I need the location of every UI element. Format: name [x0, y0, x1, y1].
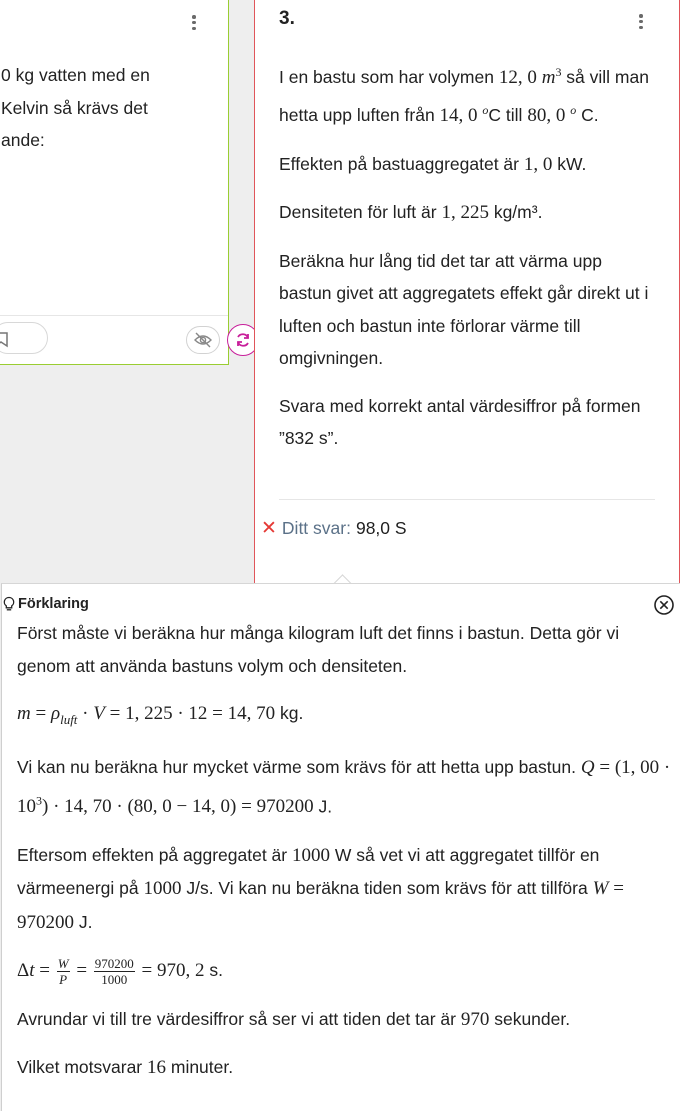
- previous-question-text: 0 kg vatten med en Kelvin så krävs det ande:: [1, 65, 150, 150]
- explanation-header: [2, 596, 89, 612]
- user-answer: [261, 517, 407, 540]
- wrong-answer-icon: ✕: [261, 518, 277, 539]
- card-divider: [0, 315, 228, 316]
- question-number: 3.: [279, 8, 295, 29]
- explanation-paragraph: Eftersom effekten på aggregatet är 1000 W så vet vi att aggregatet tillför en värmeenergi på 1000 J/s. Vi kan nu beräkna tiden som krävs för att tillföra W = 970200 J.: [17, 844, 625, 933]
- hide-solution-button[interactable]: [186, 326, 220, 354]
- question-card: [254, 0, 680, 596]
- explanation-paragraph: Avrundar vi till tre värdesiffror så ser vi att tiden det tar är 970 sekunder.: [17, 1008, 571, 1030]
- previous-question-card: [0, 0, 229, 365]
- explanation-equation: Δt = $\frac{W}{P}$ = $\frac{970200}{1000}$ = 970, 2 s.: [17, 956, 223, 988]
- bookmark-button[interactable]: [0, 322, 48, 354]
- explanation-equation: $m = \rho_{luft} \cdot V = 1$, 225 · 12 = 14, 70 kg.: [17, 703, 304, 727]
- explanation-paragraph: Först måste vi beräkna hur många kilogram luft det finns i bastun. Detta gör vi genom att använda bastuns volym och densiteten.: [17, 623, 620, 676]
- question-paragraph: I en bastu som har volymen 12, 0 $m^3$ så vill man hetta upp luften från 14, 0 $^o$C till 80, 0 $^o$ C.: [279, 65, 649, 127]
- explanation-paragraph: Vilket motsvarar 16 minuter.: [17, 1057, 234, 1079]
- question-paragraph: Effekten på bastuaggregatet är 1, 0 kW.: [279, 153, 587, 175]
- lightbulb-icon: [2, 596, 16, 612]
- question-paragraph: Beräkna hur lång tid det tar att värma upp bastun givet att aggregatets effekt går direkt ut i luften och bastun inte förlorar värme till omgivningen.: [279, 250, 649, 369]
- refresh-icon: [235, 332, 251, 348]
- eye-off-icon: [193, 332, 213, 348]
- explanation-text: [17, 617, 672, 1100]
- question-paragraph: Densiteten för luft är 1, 225 kg/m³.: [279, 202, 543, 224]
- explanation-panel: [1, 583, 680, 1111]
- question-text: [279, 56, 655, 470]
- question-paragraph: Svara med korrekt antal värdesiffror på formen ”832 s”.: [279, 395, 641, 449]
- answer-label: Ditt svar:: [281, 518, 351, 538]
- explanation-title: Förklaring: [18, 596, 89, 612]
- more-options-icon[interactable]: [638, 14, 644, 32]
- bookmark-icon: [0, 323, 49, 355]
- close-icon[interactable]: [653, 594, 675, 616]
- explanation-paragraph: Vi kan nu beräkna hur mycket värme som krävs för att hetta upp bastun. Q = (1, $00 \cdot 10^3) \cdot 14$, 70 · (80, 0 − 14, 0) = 970200 J.: [17, 757, 671, 818]
- more-options-icon[interactable]: [191, 15, 197, 33]
- card-divider: [279, 499, 655, 500]
- answer-value: 98,0 S: [355, 518, 407, 538]
